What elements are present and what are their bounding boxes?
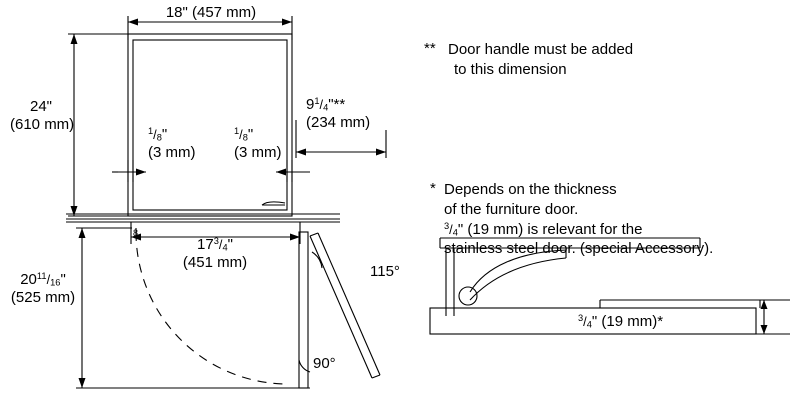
- dim-left-height-mm: (610 mm): [10, 115, 75, 133]
- angle-label-open: 115°: [370, 263, 400, 280]
- dim-inner-width-mm: (451 mm): [182, 253, 248, 271]
- note-thickness-line4: stainless steel door. (special Accessory).: [444, 240, 714, 258]
- dim-label-depth: [306, 96, 406, 131]
- note-marker-door-handle: **: [424, 40, 436, 57]
- dim-gap-right-in: $^1/_8$": [234, 125, 254, 143]
- dim-gap-right-mm: (3 mm): [234, 143, 282, 161]
- dim-gap-left-in: $^1/_8$": [148, 125, 168, 143]
- note-marker-thickness: *: [430, 180, 436, 197]
- dim-depth-mm: (234 mm): [306, 113, 371, 131]
- note-thickness: [444, 180, 794, 259]
- dim-label-inner-width: [140, 236, 290, 271]
- dim-inner-width-in: $17^3/_4$": [197, 235, 233, 253]
- angle-label-closed: 90°: [313, 355, 336, 372]
- note-door-handle-line1: Door handle must be added: [448, 41, 634, 58]
- dim-depth-in: $9^1/_4"**$: [306, 95, 346, 113]
- dim-label-top-width: [126, 4, 296, 22]
- note-door-handle-line2: to this dimension: [454, 60, 567, 78]
- dim-left-height-in: 24": [29, 98, 52, 115]
- note-thickness-line2: of the furniture door.: [444, 200, 579, 218]
- dim-left-lower-in: $20^{11}/_{16}$": [20, 270, 66, 288]
- note-thickness-line1: Depends on the thickness: [444, 181, 617, 198]
- appliance-body: [133, 40, 287, 210]
- dim-top-width-text: 18" (457 mm): [165, 4, 257, 21]
- dim-label-gap-left: [148, 126, 222, 161]
- dim-left-lower-mm: (525 mm): [10, 288, 76, 306]
- note-thickness-line3: $^3/_4$" (19 mm) is relevant for the: [444, 220, 643, 238]
- hinge-curve-inner: [470, 258, 566, 300]
- dim-label-gap-right: [234, 126, 308, 161]
- dim-label-left-lower-height: [6, 271, 80, 306]
- dim-gap-left-mm: (3 mm): [148, 143, 196, 161]
- note-door-handle: [448, 40, 778, 80]
- dim-label-door-thickness: $^3/_4$" (19 mm)*: [578, 312, 664, 330]
- hinge-mark-label: 8: [133, 228, 139, 238]
- dim-label-left-height: [10, 98, 75, 133]
